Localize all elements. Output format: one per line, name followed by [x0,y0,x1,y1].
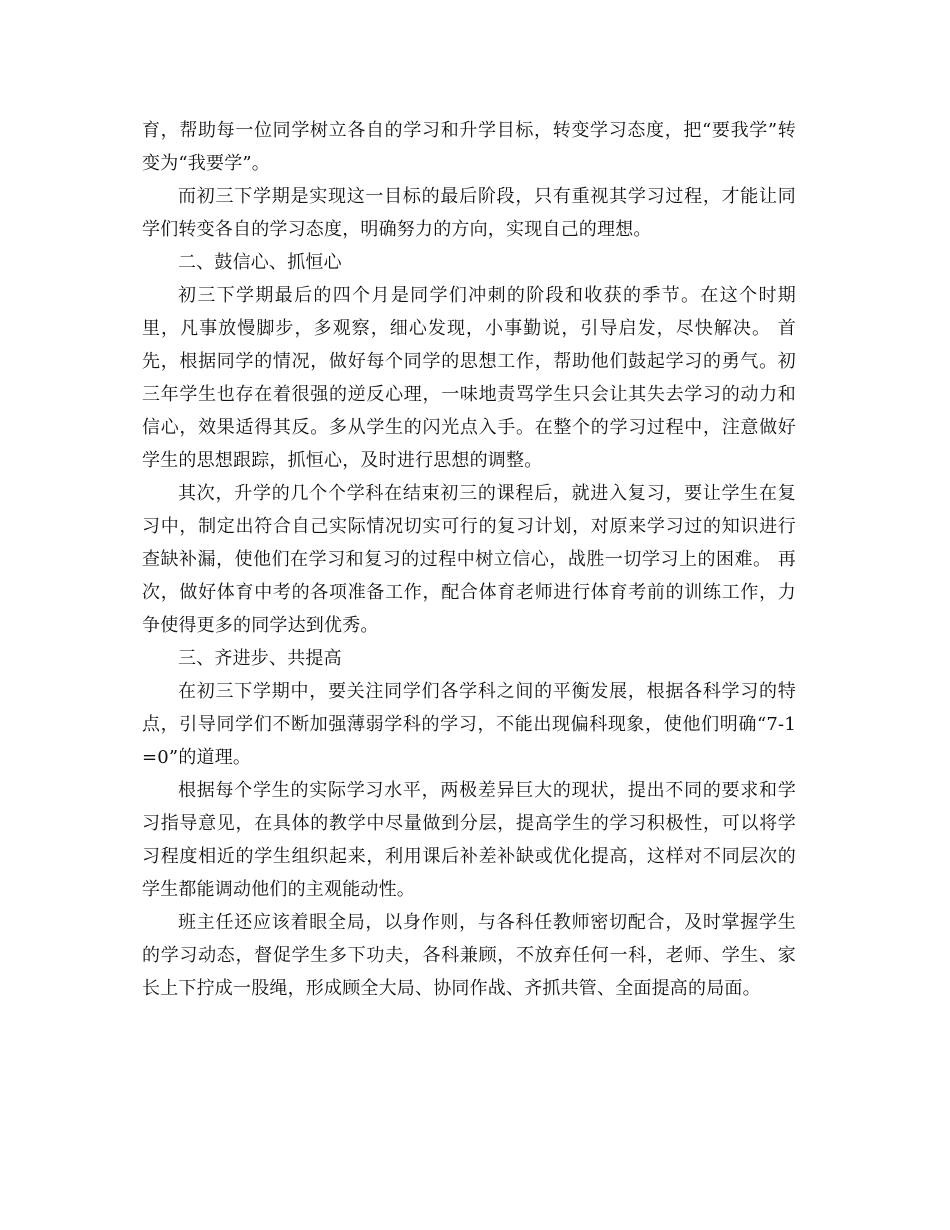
paragraph-6: 根据每个学生的实际学习水平，两极差异巨大的现状，提出不同的要求和学习指导意见，在具体的教学中尽量做到分层，提高学生的学习积极性，可以将学习程度相近的学生组织起来，利用课后补差补缺或优化提高，这样对不同层次的学生都能调动他们的主观能动性。 [142,780,796,900]
document-body [142,114,796,1005]
paragraph-5: 在初三下学期中，要关注同学们各学科之间的平衡发展，根据各科学习的特点，引导同学们不断加强薄弱学科的学习，不能出现偏科现象，使他们明确“7-1=0”的道理。 [142,681,796,768]
paragraph-3: 初三下学期最后的四个月是同学们冲刺的阶段和收获的季节。在这个时期里，凡事放慢脚步，多观察，细心发现，小事勤说，引导启发，尽快解决。 首先，根据同学的情况，做好每个同学的思想工作，帮助他们鼓起学习的勇气。初三年学生也存在着很强的逆反心理，一味地责骂学生只会让其失去学习的动力和信心，效果适得其反。多从学生的闪光点入手。在整个的学习过程中，注意做好学生的思想跟踪，抓恒心，及时进行思想的调整。 [142,285,796,471]
section-heading-3: 三、齐进步、共提高 [178,648,342,669]
paragraph-7: 班主任还应该着眼全局，以身作则，与各科任教师密切配合，及时掌握学生的学习动态，督促学生多下功夫，各科兼顾，不放弃任何一科，老师、学生、家长上下拧成一股绳，形成顾全大局、协同作战、齐抓共管、全面提高的局面。 [142,912,796,999]
paragraph-4: 其次，升学的几个个学科在结束初三的课程后，就进入复习，要让学生在复习中，制定出符合自己实际情况切实可行的复习计划，对原来学习过的知识进行查缺补漏，使他们在学习和复习的过程中树立信心，战胜一切学习上的困难。 再次，做好体育中考的各项准备工作，配合体育老师进行体育考前的训练工作，力争使得更多的同学达到优秀。 [142,483,796,636]
paragraph-1: 育，帮助每一位同学树立各自的学习和升学目标，转变学习态度，把“要我学”转变为“我要学”。 [142,120,796,174]
section-heading-2: 二、鼓信心、抓恒心 [178,252,342,273]
paragraph-2: 而初三下学期是实现这一目标的最后阶段，只有重视其学习过程，才能让同学们转变各自的学习态度，明确努力的方向，实现自己的理想。 [142,186,796,240]
